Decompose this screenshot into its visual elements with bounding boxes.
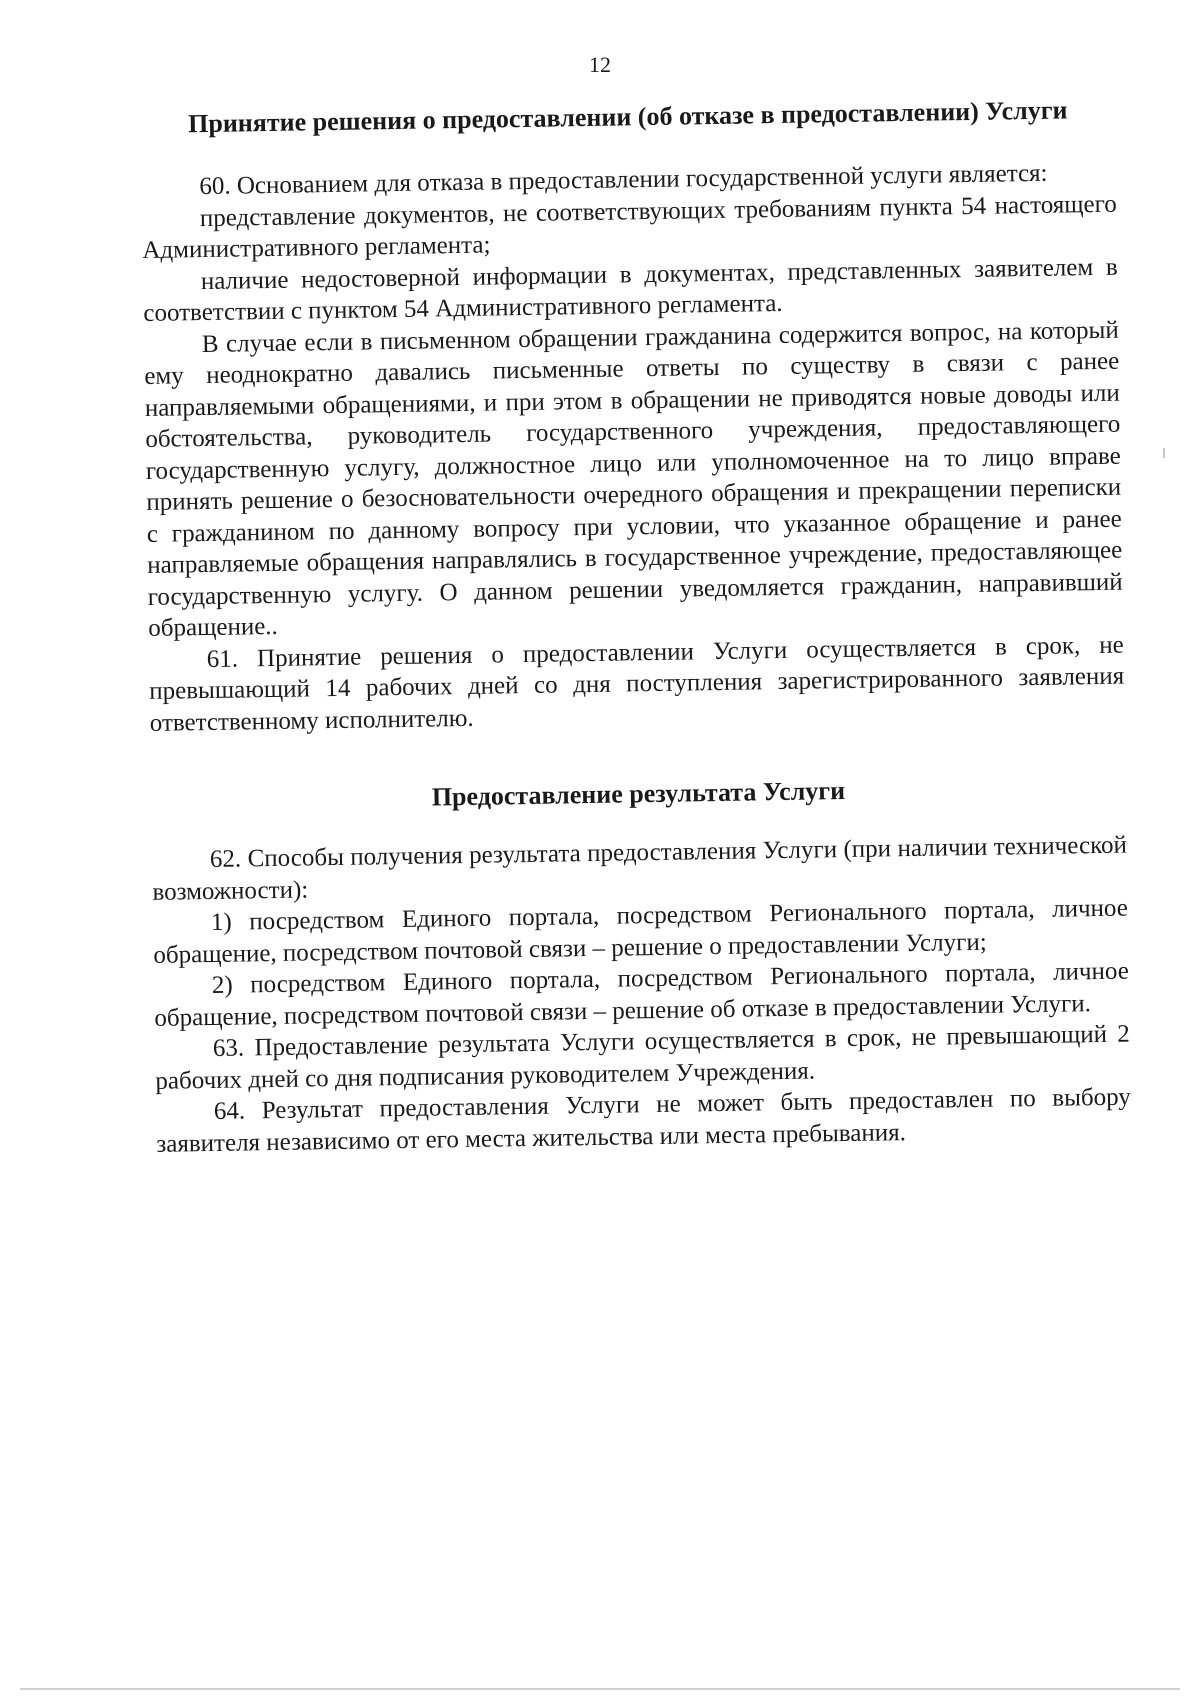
document-body <box>140 85 1132 1160</box>
paragraph-61: 61. Принятие решения о предоставлении Услуги осуществляется в срок, не превышающий 14 рабочих дней со дня поступления зарегистрированного заявления ответственному исполнителю. <box>149 631 1125 737</box>
paragraph-60-item-2: наличие недостоверной информации в документах, представленных заявителем в соответствии с пунктом 54 Административного регламента. <box>143 253 1118 327</box>
scan-artifact-mark <box>1163 448 1165 458</box>
section-heading-decision: Принятие решения о предоставлении (об отказе в предоставлении) Услуги <box>187 95 1068 139</box>
page-number: 12 <box>589 52 611 77</box>
paragraph-60-note: В случае если в письменном обращении гражданина содержится вопрос, на который ему неоднократно давались письменные ответы по существу в связи с ранее направляемыми обращениями, и при этом в обращении не приводятся новые доводы или обстоятельства, руководитель государственного учреждения, предоставляющего государственную услугу, должностное лицо или уполномоченное на то лицо вправе принять решение о безосновательности очередного обращения и прекращении переписки с гражданином по данному вопросу при условии, что указанное обращение и ранее направляемые обращения направлялись в государственное учреждение, предоставляющее государственную услугу. О данном решении уведомляется гражданин, направивший обращение.. <box>144 316 1123 642</box>
paragraph-60-item-1: представление документов, не соответствующих требованиям пункта 54 настоящего Административного регламента; <box>142 190 1117 264</box>
scan-bottom-edge <box>20 1688 1180 1690</box>
paragraph-62: 62. Способы получения результата предоставления Услуги (при наличии технической возможности): <box>152 831 1128 906</box>
paragraph-64: 64. Результат предоставления Услуги не может быть предоставлен по выбору заявителя независимо от его места жительства или места пребывания. <box>156 1083 1131 1158</box>
paragraph-60: 60. Основанием для отказа в предоставлении государственной услуги является: <box>199 159 1048 201</box>
paragraph-63: 63. Предоставление результата Услуги осуществляется в срок, не превышающий 2 рабочих дней со дня подписания руководителем Учреждения. <box>155 1020 1131 1095</box>
paragraph-62-item-2: 2) посредством Единого портала, посредством Регионального портала, личное обращение, посредством почтовой связи – решение об отказе в предоставлении Услуги. <box>154 957 1130 1032</box>
section-heading-result: Предоставление результата Услуги <box>431 776 846 812</box>
paragraph-62-item-1: 1) посредством Единого портала, посредством Регионального портала, личное обращение, посредством почтовой связи – решение о предоставлении Услуги; <box>153 894 1129 969</box>
